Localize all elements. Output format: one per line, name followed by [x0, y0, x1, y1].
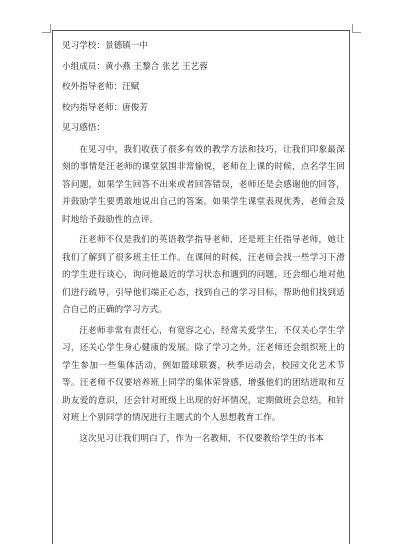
- paragraph: 在见习中，我们收获了很多有效的教学方法和技巧，让我们印象最深刻的事情是汪老师的课堂氛围非常愉悦，老师在上课的时候，点名学生回答问题，如果学生回答不出来或者回答错误，老师还是会感谢他的回答，并鼓励学生要勇敢地说出自己的答案。如果学生课堂表现优秀，老师会及时地给予鼓励性的点评。: [62, 144, 345, 225]
- school-line: 见习学校：景德镇一中: [62, 41, 148, 51]
- paragraph: 汪老师不仅是我们的英语教学指导老师，还是班主任指导老师，她让我们了解到了很多班主任工作。在课间的时候，汪老师会找一些学习下滑的学生进行谈心，询问他最近的学习状态和遇到的问题，还会细心地对他们进行疏导，引导他们端正心态，找到自己的学习目标，帮助他们找到适合自己的正确的学习方式。: [62, 235, 345, 316]
- paragraph: 汪老师非常有责任心，有宽容之心，经常关爱学生，不仅关心学生学习，还关心学生身心健康的发展。除了学习之外，汪老师还会组织班上的学生参加一些集体活动，例如篮球联赛，秋季运动会，校园文化艺术节等。汪老师不仅要培养班上同学的集体荣誉感，增强他们的团结进取和互助友爱的意识，还会针对班级上出现的好坏情况，定期做班会总结，和针对班上个别同学的情况进行主题式的个人思想教育工作。: [62, 325, 345, 424]
- page-corner-mark: [352, 24, 361, 33]
- section-title: 见习感悟：: [62, 123, 105, 134]
- document-body: [62, 36, 345, 448]
- page-corner-mark: [42, 24, 51, 33]
- paragraph: 这次见习让我们明白了，作为一名教师，不仅要教给学生的书本: [79, 433, 325, 444]
- inside-teacher-line: 校内指导老师：唐俊芳: [62, 102, 148, 113]
- members-line: 小组成员：黄小燕 王黎合 张艺 王艺蓉: [62, 61, 208, 72]
- outside-teacher-line: 校外指导老师：汪赋: [62, 82, 140, 93]
